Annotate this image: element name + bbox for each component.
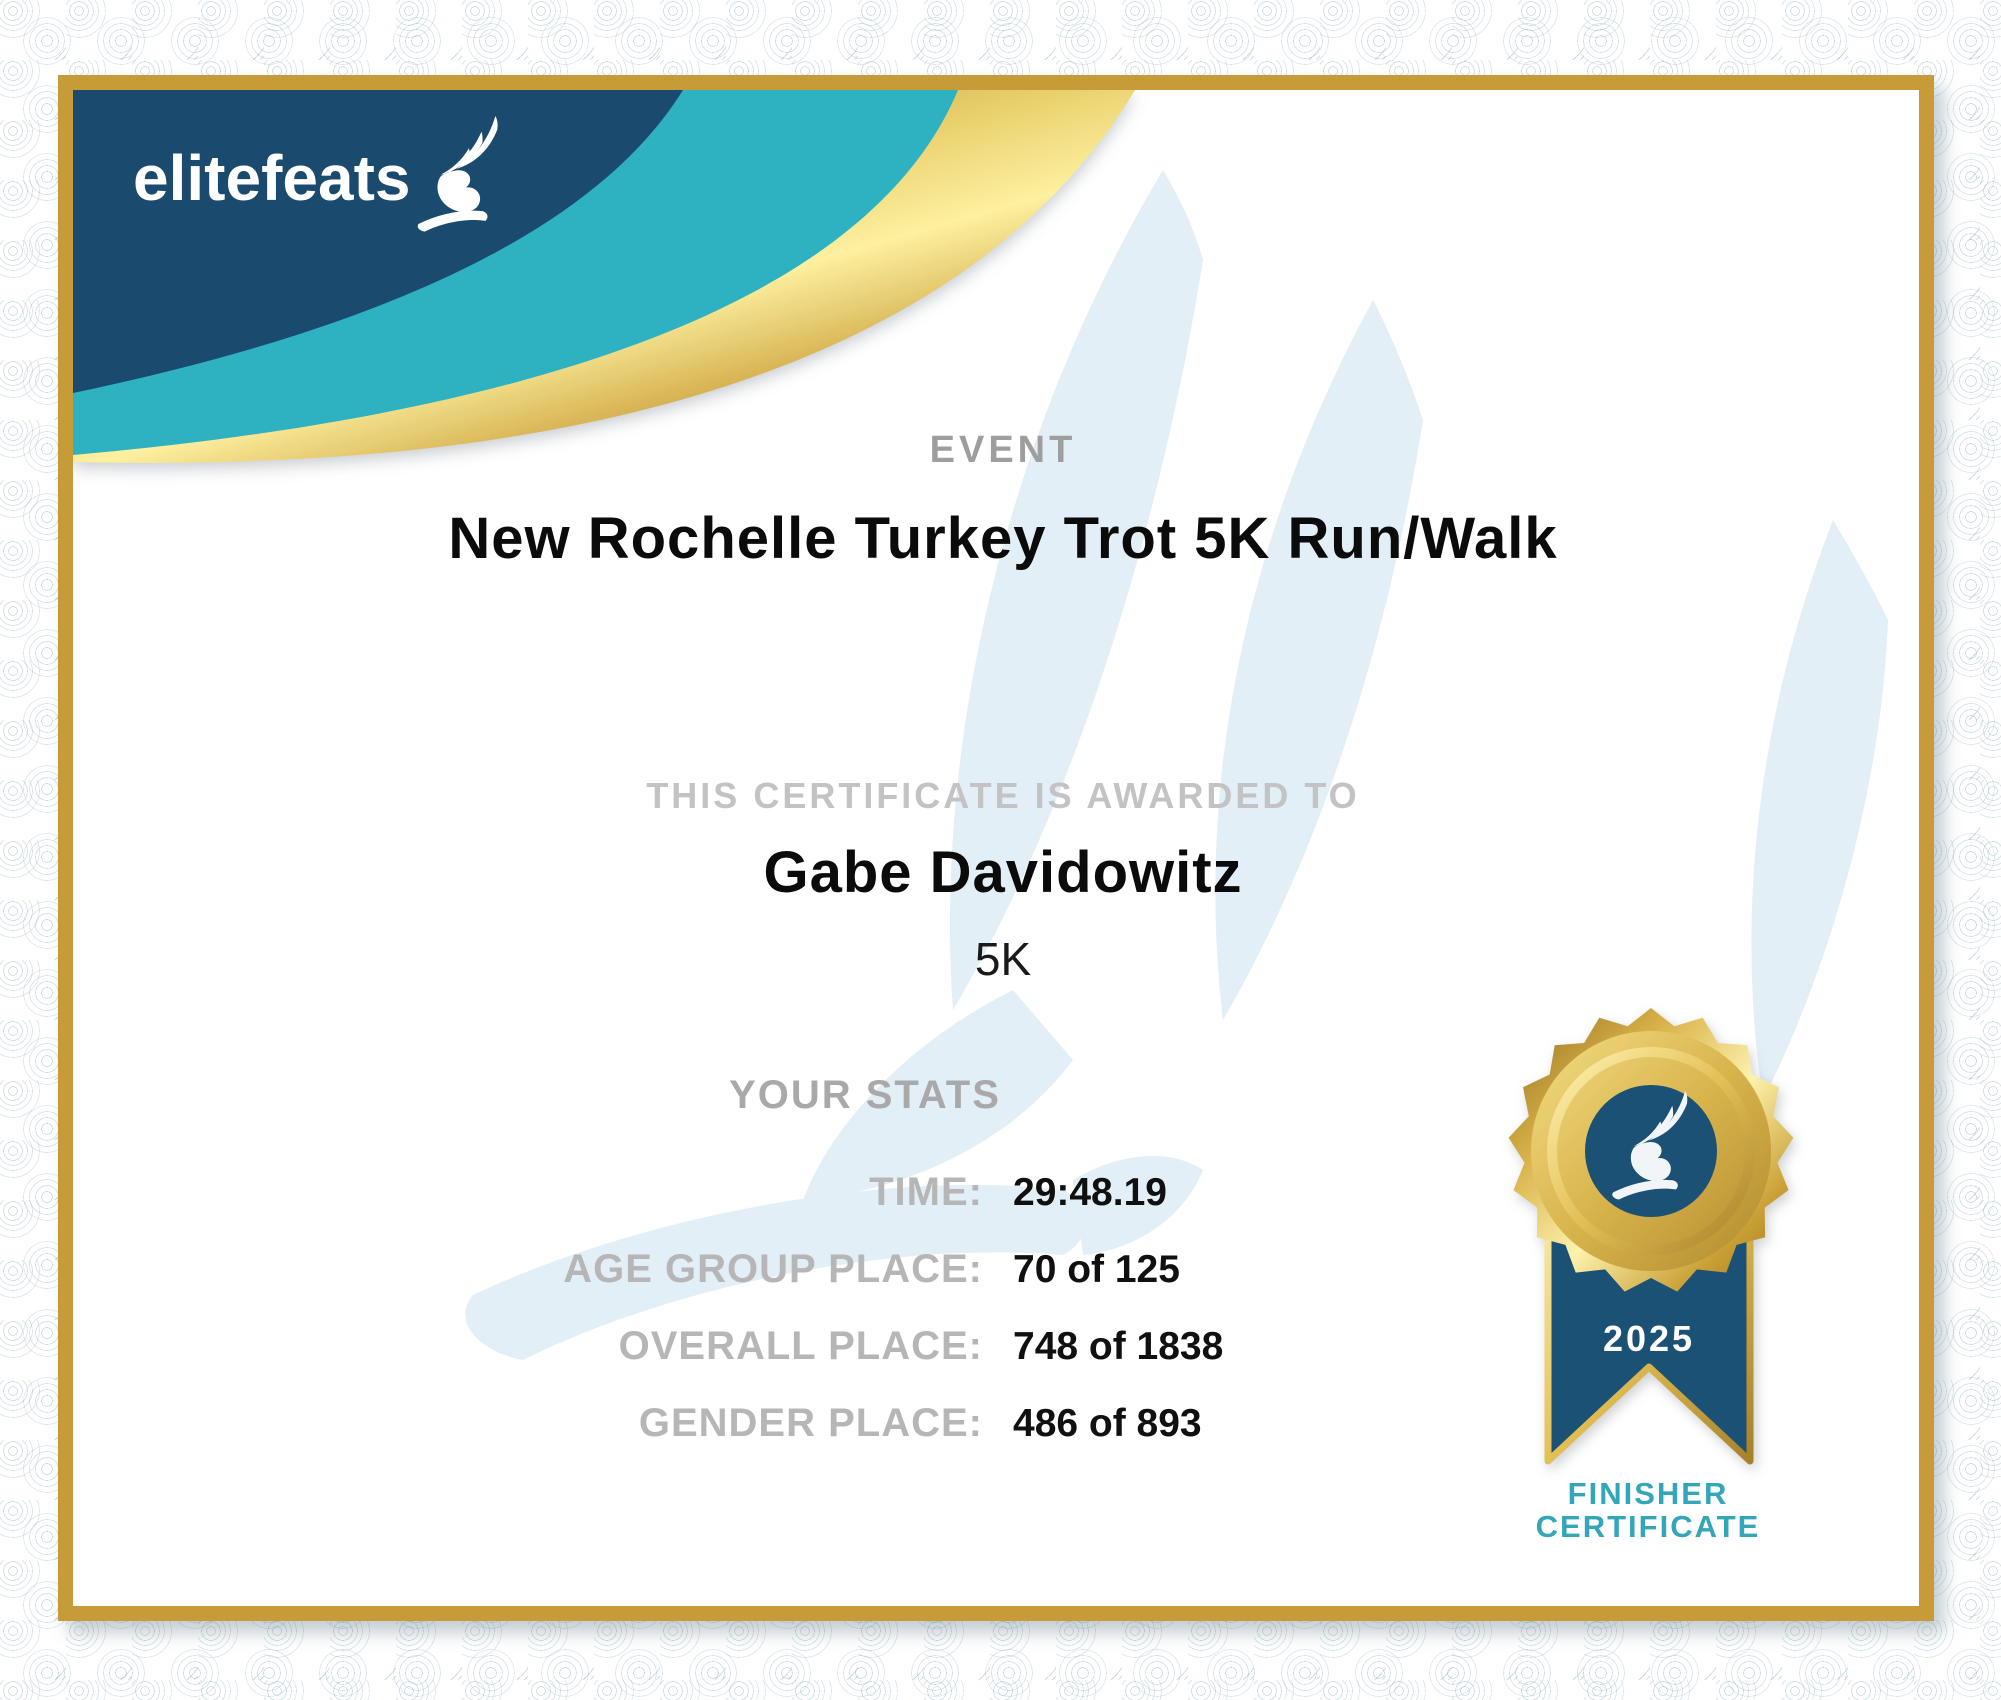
stat-value: 748 of 1838 [1013,1325,1224,1368]
stat-value: 486 of 893 [1013,1402,1202,1445]
certificate-frame [58,75,1934,1621]
stat-row-gender-place [73,1385,1919,1462]
stat-label: OVERALL PLACE: [618,1324,983,1368]
certificate-content [73,90,1919,1606]
stats-heading: YOUR STATS [729,1073,1001,1117]
badge-caption-line2: CERTIFICATE [1535,1509,1761,1544]
stats-table [73,1154,1919,1462]
recipient-name: Gabe Davidowitz [763,840,1243,905]
stat-label: TIME: [869,1170,983,1214]
stat-value: 29:48.19 [1013,1171,1167,1214]
race-distance: 5K [974,933,1032,985]
stat-row-time [73,1154,1919,1231]
badge-caption-line1: FINISHER [1567,1476,1729,1511]
badge-caption [1463,1477,1833,1543]
stat-value: 70 of 125 [1013,1248,1180,1291]
stat-row-age-group-place [73,1231,1919,1308]
event-title: New Rochelle Turkey Trot 5K Run/Walk [448,506,1558,571]
award-intro: THIS CERTIFICATE IS AWARDED TO [646,775,1360,816]
badge-year: 2025 [1602,1318,1696,1359]
stat-label: GENDER PLACE: [638,1401,983,1445]
event-label: EVENT [929,429,1077,471]
stat-label: AGE GROUP PLACE: [563,1247,983,1291]
brand-logo-text: elitefeats [133,142,411,214]
